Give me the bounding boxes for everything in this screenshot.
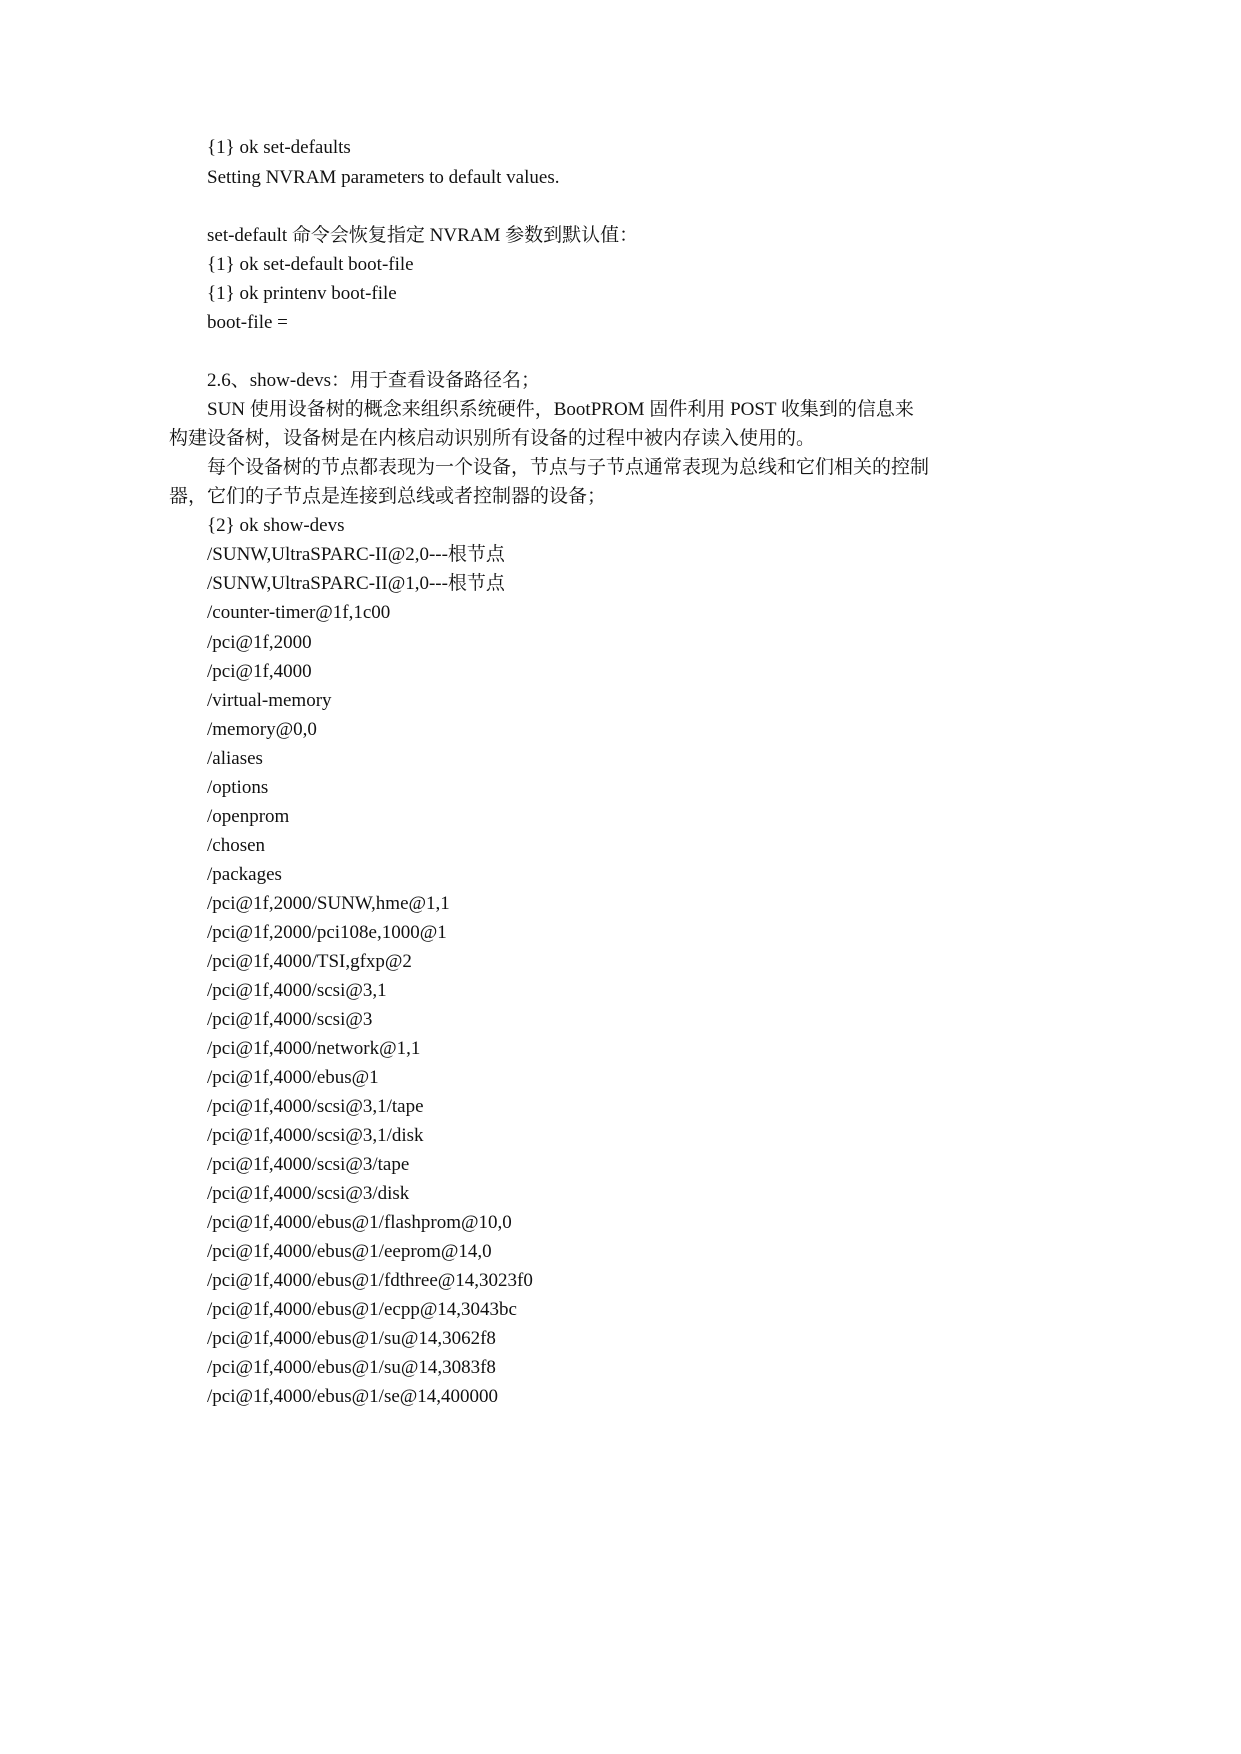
device-path: /pci@1f,4000/scsi@3,1/disk — [207, 1125, 424, 1146]
device-path: /virtual-memory — [207, 690, 332, 711]
device-path: /chosen — [207, 835, 266, 856]
device-path: /pci@1f,4000/ebus@1/eeprom@14,0 — [207, 1241, 492, 1262]
device-path: /options — [207, 777, 269, 798]
device-path: /pci@1f,4000/ebus@1/su@14,3083f8 — [207, 1357, 496, 1378]
command-set-defaults: {1} ok set-defaults — [207, 137, 351, 158]
device-path: /openprom — [207, 806, 290, 827]
device-path: /pci@1f,2000 — [207, 632, 312, 653]
device-path: /pci@1f,4000/ebus@1/se@14,400000 — [207, 1386, 499, 1407]
device-path: /pci@1f,4000/ebus@1/ecpp@14,3043bc — [207, 1299, 517, 1320]
paragraph-1-line-2: 构建设备树，设备树是在内核启动识别所有设备的过程中被内存读入使用的。 — [169, 428, 816, 449]
command-printenv-boot-file: {1} ok printenv boot-file — [207, 283, 397, 304]
output-boot-file: boot-file = — [207, 312, 288, 333]
output-setting-nvram: Setting NVRAM parameters to default values. — [207, 167, 560, 188]
section-heading-show-devs: 2.6、show-devs：用于查看设备路径名； — [207, 370, 541, 391]
device-path: /pci@1f,4000 — [207, 661, 312, 682]
device-path: /pci@1f,4000/TSI,gfxp@2 — [207, 951, 412, 972]
device-path: /aliases — [207, 748, 263, 769]
device-path: /pci@1f,4000/network@1,1 — [207, 1038, 421, 1059]
device-path: /SUNW,UltraSPARC-II@1,0---根节点 — [207, 573, 505, 594]
device-path: /pci@1f,4000/ebus@1/fdthree@14,3023f0 — [207, 1270, 533, 1291]
device-path: /pci@1f,4000/ebus@1/flashprom@10,0 — [207, 1212, 512, 1233]
device-path: /pci@1f,4000/ebus@1 — [207, 1067, 379, 1088]
command-show-devs: {2} ok show-devs — [207, 515, 345, 536]
device-path: /packages — [207, 864, 282, 885]
command-set-default-boot-file: {1} ok set-default boot-file — [207, 254, 414, 275]
set-default-description: set-default 命令会恢复指定 NVRAM 参数到默认值： — [207, 225, 639, 246]
paragraph-1-line-1: SUN 使用设备树的概念来组织系统硬件，BootPROM 固件利用 POST 收集到的信息来 — [207, 399, 914, 420]
paragraph-2-line-1: 每个设备树的节点都表现为一个设备，节点与子节点通常表现为总线和它们相关的控制 — [207, 457, 930, 478]
device-path: /pci@1f,2000/pci108e,1000@1 — [207, 922, 447, 943]
device-path: /pci@1f,4000/ebus@1/su@14,3062f8 — [207, 1328, 496, 1349]
device-path: /pci@1f,4000/scsi@3,1 — [207, 980, 387, 1001]
device-path: /SUNW,UltraSPARC-II@2,0---根节点 — [207, 544, 505, 565]
device-path: /pci@1f,4000/scsi@3/tape — [207, 1154, 410, 1175]
device-path: /pci@1f,2000/SUNW,hme@1,1 — [207, 893, 450, 914]
device-path: /memory@0,0 — [207, 719, 317, 740]
device-path: /pci@1f,4000/scsi@3 — [207, 1009, 373, 1030]
device-path: /pci@1f,4000/scsi@3/disk — [207, 1183, 410, 1204]
paragraph-2-line-2: 器，它们的子节点是连接到总线或者控制器的设备； — [169, 486, 607, 507]
device-path: /counter-timer@1f,1c00 — [207, 602, 391, 623]
device-path: /pci@1f,4000/scsi@3,1/tape — [207, 1096, 424, 1117]
